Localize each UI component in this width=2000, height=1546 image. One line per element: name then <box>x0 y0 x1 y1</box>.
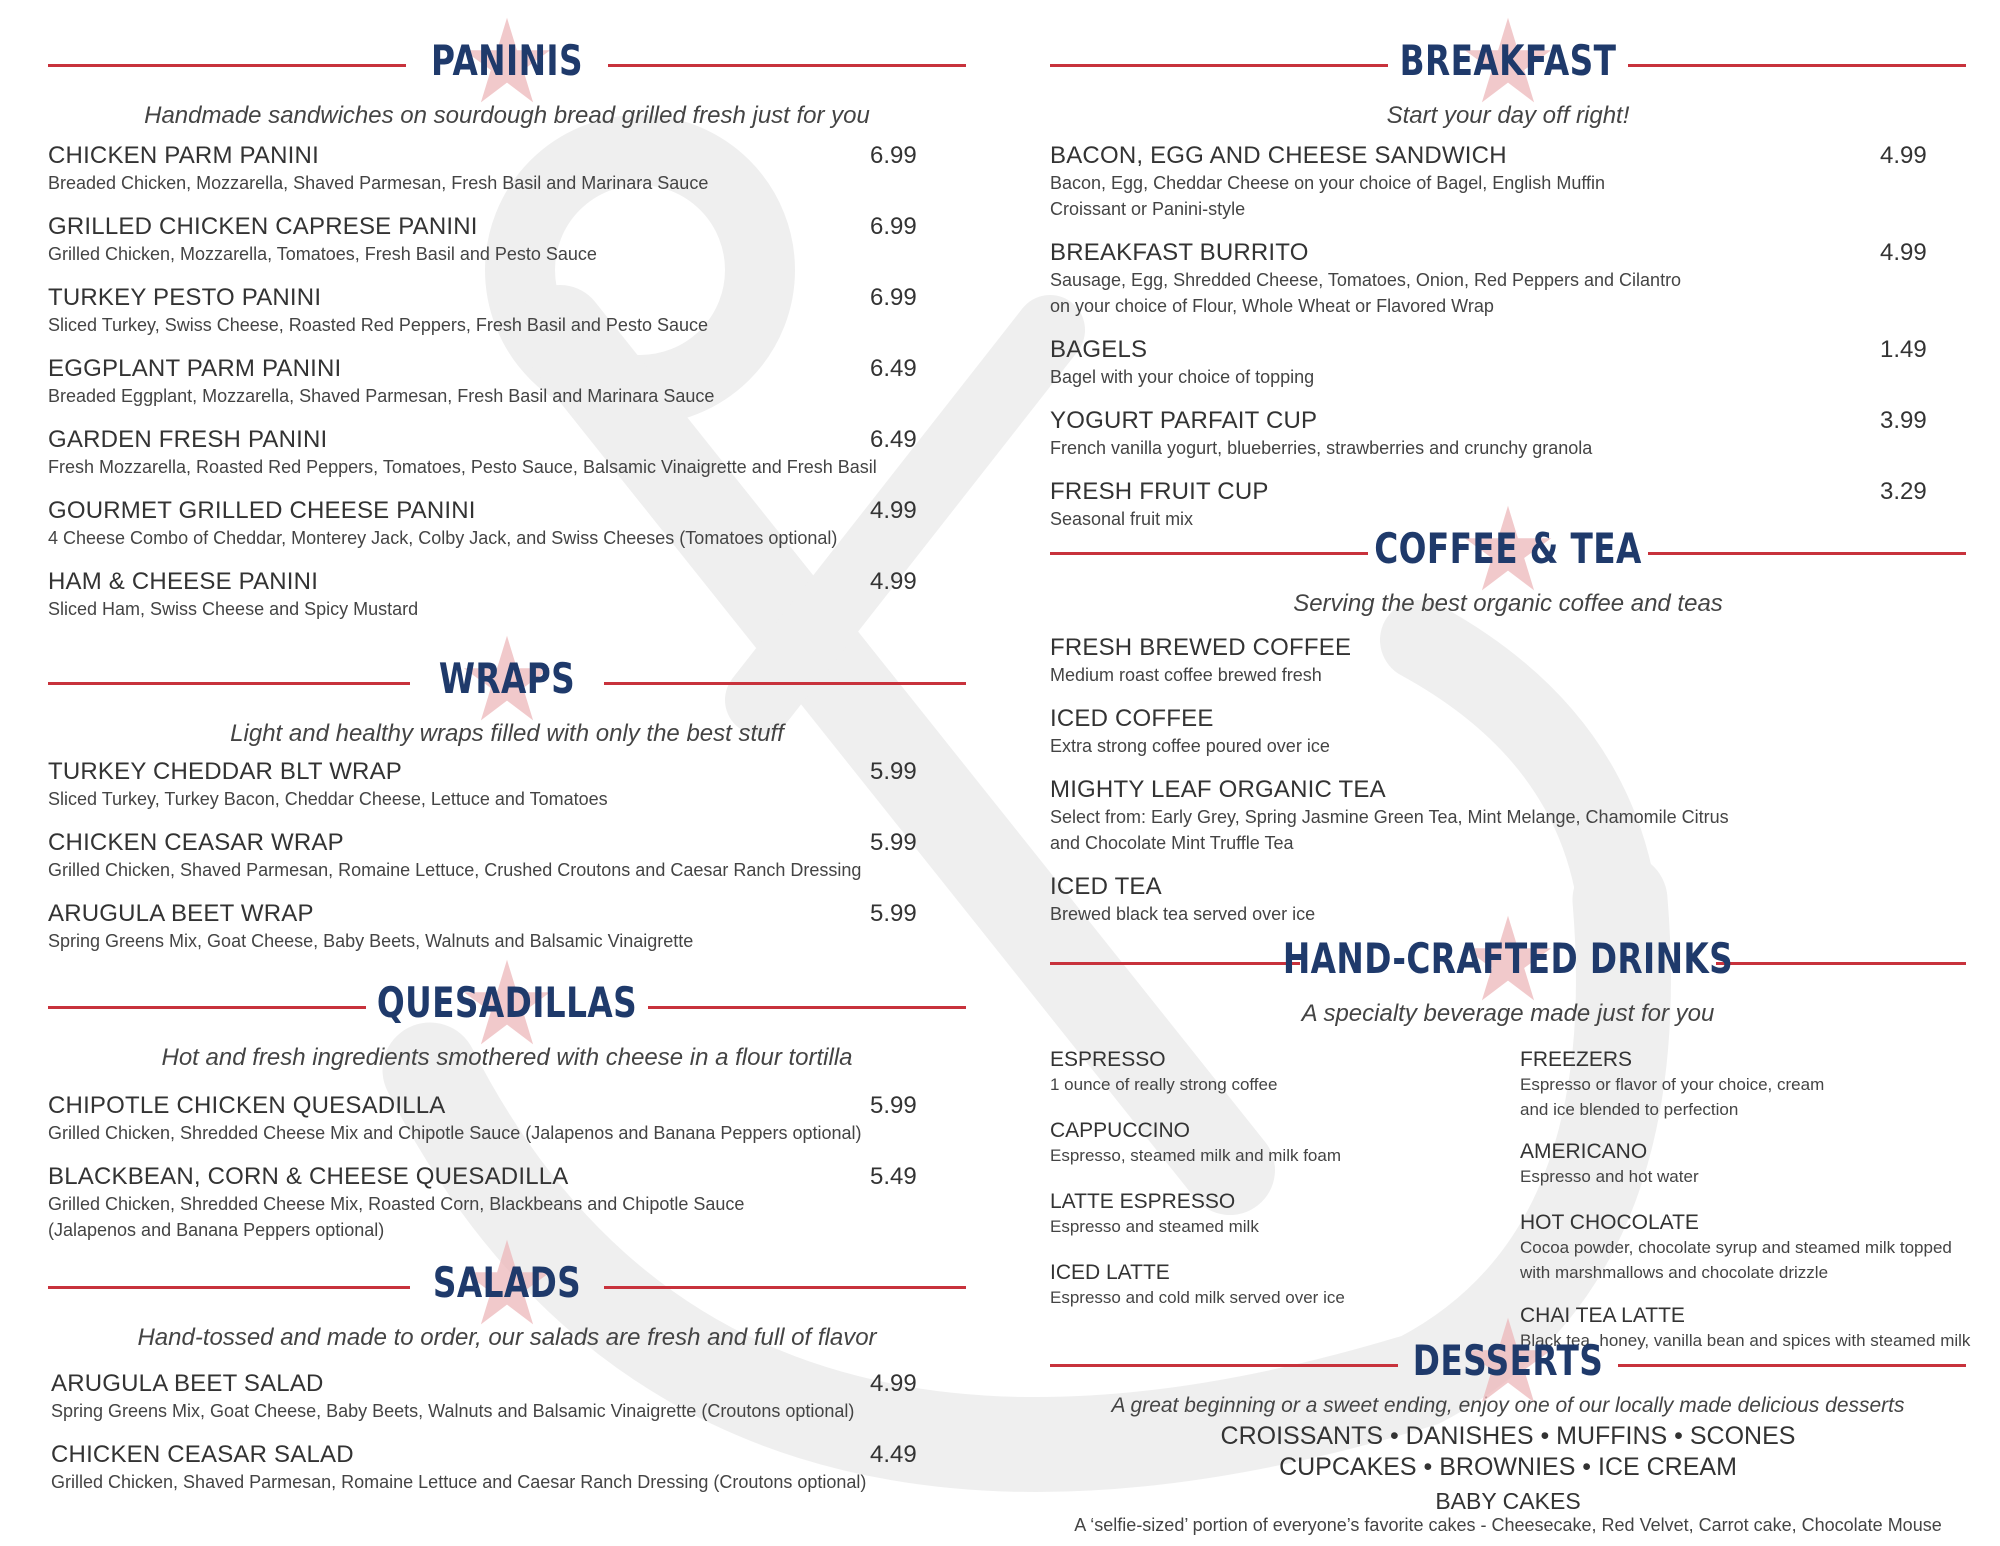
item-name: CHAI TEA LATTE <box>1520 1304 1685 1327</box>
item-description: Grilled Chicken, Mozzarella, Tomatoes, Fresh Basil and Pesto Sauce <box>48 244 597 264</box>
menu-item <box>48 426 966 497</box>
dessert-baby-cakes: BABY CAKES <box>1435 1488 1581 1514</box>
menu-item <box>48 1441 966 1512</box>
section-subtitle: Light and healthy wraps filled with only the best stuff <box>230 720 784 747</box>
item-description: 1 ounce of really strong coffee <box>1050 1075 1278 1094</box>
section-coffee-tea <box>1050 518 1966 944</box>
section-desserts <box>1050 1330 1966 1536</box>
section-header <box>1050 928 1966 998</box>
item-price: 5.49 <box>870 1163 917 1190</box>
item-description: and Chocolate Mint Truffle Tea <box>1050 833 1294 853</box>
item-price: 6.49 <box>870 426 917 453</box>
section-title: BREAKFAST <box>1399 36 1617 85</box>
item-name: FRESH BREWED COFFEE <box>1050 634 1352 661</box>
item-description: Select from: Early Grey, Spring Jasmine Green Tea, Mint Melange, Chamomile Citrus <box>1050 807 1729 827</box>
menu-item <box>48 355 966 426</box>
section-subtitle: Hand-tossed and made to order, our salads are fresh and full of flavor <box>137 1324 877 1351</box>
section-title: QUESADILLAS <box>376 978 638 1027</box>
menu-item <box>48 142 966 213</box>
menu-item <box>48 213 966 284</box>
menu-item <box>1050 634 1966 705</box>
item-description: Bacon, Egg, Cheddar Cheese on your choice of Bagel, English Muffin <box>1050 173 1606 193</box>
drink-item <box>1050 1048 1520 1097</box>
section-header <box>48 972 966 1042</box>
section-title: DESSERTS <box>1412 1336 1604 1385</box>
section-title: WRAPS <box>438 654 576 703</box>
drink-item <box>1520 1140 1990 1189</box>
item-description: 4 Cheese Combo of Cheddar, Monterey Jack, Colby Jack, and Swiss Cheeses (Tomatoes optional) <box>48 528 838 548</box>
item-description: and ice blended to perfection <box>1520 1100 1739 1119</box>
section-hand-crafted-drinks <box>1050 928 1971 1350</box>
item-name: MIGHTY LEAF ORGANIC TEA <box>1050 776 1386 803</box>
item-name: AMERICANO <box>1520 1140 1648 1163</box>
item-price: 4.99 <box>1880 239 1927 266</box>
section-subtitle: Serving the best organic coffee and teas <box>1293 590 1723 617</box>
drink-item <box>1050 1119 1520 1168</box>
item-name: EGGPLANT PARM PANINI <box>48 355 342 382</box>
item-name: BREAKFAST BURRITO <box>1050 239 1309 266</box>
section-title: HAND-CRAFTED DRINKS <box>1282 934 1734 983</box>
section-breakfast <box>1050 30 1966 538</box>
item-description: on your choice of Flour, Whole Wheat or Flavored Wrap <box>1050 296 1494 316</box>
section-salads <box>48 1252 966 1512</box>
item-description: Breaded Eggplant, Mozzarella, Shaved Parmesan, Fresh Basil and Marinara Sauce <box>48 386 715 406</box>
menu-item <box>1050 142 1966 239</box>
item-name: TURKEY PESTO PANINI <box>48 284 322 311</box>
menu-item <box>1050 407 1966 478</box>
item-name: FRESH FRUIT CUP <box>1050 478 1269 505</box>
item-name: BACON, EGG AND CHEESE SANDWICH <box>1050 142 1507 169</box>
item-description: French vanilla yogurt, blueberries, strawberries and crunchy granola <box>1050 438 1593 458</box>
item-price: 6.49 <box>870 355 917 382</box>
drink-item <box>1050 1190 1520 1239</box>
item-description: Medium roast coffee brewed fresh <box>1050 665 1322 685</box>
item-description: Sausage, Egg, Shredded Cheese, Tomatoes, Onion, Red Peppers and Cilantro <box>1050 270 1682 290</box>
item-price: 3.99 <box>1880 407 1927 434</box>
section-subtitle: A specialty beverage made just for you <box>1301 1000 1715 1027</box>
item-description: Espresso, steamed milk and milk foam <box>1050 1146 1341 1165</box>
section-header <box>1050 518 1966 588</box>
section-wraps <box>48 648 966 971</box>
item-description: (Jalapenos and Banana Peppers optional) <box>48 1220 385 1240</box>
item-description: Cocoa powder, chocolate syrup and steamed milk topped <box>1520 1238 1952 1257</box>
item-description: Espresso or flavor of your choice, cream <box>1520 1075 1825 1094</box>
section-header <box>48 1252 966 1322</box>
section-header <box>48 30 966 100</box>
item-description: Spring Greens Mix, Goat Cheese, Baby Beets, Walnuts and Balsamic Vinaigrette (Croutons optional) <box>51 1401 855 1421</box>
section-title: PANINIS <box>431 36 583 85</box>
item-name: FREEZERS <box>1520 1048 1633 1071</box>
item-price: 5.99 <box>870 1092 917 1119</box>
section-title: SALADS <box>432 1258 582 1307</box>
item-name: CHIPOTLE CHICKEN QUESADILLA <box>48 1092 446 1119</box>
section-header <box>1050 1330 1966 1400</box>
drink-item <box>1520 1211 1990 1285</box>
item-name: LATTE ESPRESSO <box>1050 1190 1236 1213</box>
menu-item <box>1050 239 1966 336</box>
item-name: BLACKBEAN, CORN & CHEESE QUESADILLA <box>48 1163 569 1190</box>
item-description: Extra strong coffee poured over ice <box>1050 736 1330 756</box>
item-name: HAM & CHEESE PANINI <box>48 568 319 595</box>
section-header <box>1050 30 1966 100</box>
section-header <box>48 648 966 718</box>
item-description: Espresso and hot water <box>1520 1167 1699 1186</box>
item-name: CHICKEN CEASAR WRAP <box>48 829 344 856</box>
item-name: ICED COFFEE <box>1050 705 1214 732</box>
item-name: ARUGULA BEET WRAP <box>48 900 314 927</box>
item-name: ICED TEA <box>1050 873 1162 900</box>
section-paninis <box>48 30 966 639</box>
menu-item <box>48 758 966 829</box>
item-name: CHICKEN PARM PANINI <box>48 142 319 169</box>
item-description: Espresso and cold milk served over ice <box>1050 1288 1345 1307</box>
menu-item <box>48 497 966 568</box>
drink-item <box>1520 1048 1990 1122</box>
item-name: GRILLED CHICKEN CAPRESE PANINI <box>48 213 478 240</box>
drinks-grid <box>1050 1034 1971 1350</box>
item-price: 5.99 <box>870 829 917 856</box>
menu-item <box>1050 336 1966 407</box>
section-quesadillas <box>48 972 966 1260</box>
section-title: COFFEE & TEA <box>1374 524 1642 573</box>
item-description: Grilled Chicken, Shredded Cheese Mix and Chipotle Sauce (Jalapenos and Banana Peppers optional) <box>48 1123 862 1143</box>
item-price: 6.99 <box>870 142 917 169</box>
menu-item <box>48 1370 966 1441</box>
item-name: CAPPUCCINO <box>1050 1119 1191 1142</box>
item-name: ARUGULA BEET SALAD <box>51 1370 324 1397</box>
item-price: 4.99 <box>870 497 917 524</box>
item-name: TURKEY CHEDDAR BLT WRAP <box>48 758 402 785</box>
item-description: Sliced Turkey, Swiss Cheese, Roasted Red Peppers, Fresh Basil and Pesto Sauce <box>48 315 708 335</box>
item-description: Grilled Chicken, Shredded Cheese Mix, Roasted Corn, Blackbeans and Chipotle Sauce <box>48 1194 745 1214</box>
dessert-baby-cakes-description: A ‘selfie-sized’ portion of everyone’s favorite cakes - Cheesecake, Red Velvet, Carrot cake, Chocolate Mouse <box>1074 1515 1942 1535</box>
item-name: GARDEN FRESH PANINI <box>48 426 328 453</box>
item-description: Sliced Turkey, Turkey Bacon, Cheddar Cheese, Lettuce and Tomatoes <box>48 789 608 809</box>
menu-item <box>48 568 966 639</box>
item-description: Sliced Ham, Swiss Cheese and Spicy Mustard <box>48 599 419 619</box>
item-description: Breaded Chicken, Mozzarella, Shaved Parmesan, Fresh Basil and Marinara Sauce <box>48 173 709 193</box>
item-price: 4.49 <box>870 1441 917 1468</box>
item-description: Bagel with your choice of topping <box>1050 367 1315 387</box>
dessert-list: CUPCAKES • BROWNIES • ICE CREAM <box>1279 1453 1737 1481</box>
item-description: with marshmallows and chocolate drizzle <box>1520 1263 1829 1282</box>
item-price: 4.99 <box>870 568 917 595</box>
item-name: HOT CHOCOLATE <box>1520 1211 1699 1234</box>
menu-item <box>1050 705 1966 776</box>
menu-item <box>48 829 966 900</box>
item-name: GOURMET GRILLED CHEESE PANINI <box>48 497 476 524</box>
item-description: Brewed black tea served over ice <box>1050 904 1316 924</box>
item-description: Fresh Mozzarella, Roasted Red Peppers, Tomatoes, Pesto Sauce, Balsamic Vinaigrette and Fresh Basil <box>48 457 877 477</box>
item-price: 6.99 <box>870 284 917 311</box>
menu-item <box>48 1092 966 1163</box>
item-price: 4.99 <box>870 1370 917 1397</box>
dessert-list: CROISSANTS • DANISHES • MUFFINS • SCONES <box>1220 1422 1796 1450</box>
item-description: Black tea, honey, vanilla bean and spices with steamed milk <box>1520 1331 1971 1350</box>
item-price: 5.99 <box>870 900 917 927</box>
item-price: 4.99 <box>1880 142 1927 169</box>
item-name: YOGURT PARFAIT CUP <box>1050 407 1318 434</box>
drink-item <box>1050 1261 1520 1310</box>
item-name: ESPRESSO <box>1050 1048 1166 1071</box>
section-subtitle: A great beginning or a sweet ending, enjoy one of our locally made delicious desserts <box>1111 1394 1905 1417</box>
item-name: CHICKEN CEASAR SALAD <box>51 1441 354 1468</box>
item-description: Seasonal fruit mix <box>1050 509 1194 529</box>
section-subtitle: Hot and fresh ingredients smothered with cheese in a flour tortilla <box>161 1044 853 1071</box>
item-price: 6.99 <box>870 213 917 240</box>
item-description: Grilled Chicken, Shaved Parmesan, Romaine Lettuce and Caesar Ranch Dressing (Croutons optional) <box>51 1472 867 1492</box>
item-price: 3.29 <box>1880 478 1927 505</box>
item-description: Grilled Chicken, Shaved Parmesan, Romaine Lettuce, Crushed Croutons and Caesar Ranch Dressing <box>48 860 862 880</box>
section-subtitle: Start your day off right! <box>1386 102 1630 129</box>
item-name: BAGELS <box>1050 336 1148 363</box>
item-name: ICED LATTE <box>1050 1261 1170 1284</box>
item-description: Croissant or Panini-style <box>1050 199 1246 219</box>
item-description: Spring Greens Mix, Goat Cheese, Baby Beets, Walnuts and Balsamic Vinaigrette <box>48 931 694 951</box>
menu-item <box>48 284 966 355</box>
item-description: Espresso and steamed milk <box>1050 1217 1259 1236</box>
menu-item <box>1050 776 1966 873</box>
section-subtitle: Handmade sandwiches on sourdough bread grilled fresh just for you <box>144 102 870 129</box>
item-price: 5.99 <box>870 758 917 785</box>
item-price: 1.49 <box>1880 336 1927 363</box>
